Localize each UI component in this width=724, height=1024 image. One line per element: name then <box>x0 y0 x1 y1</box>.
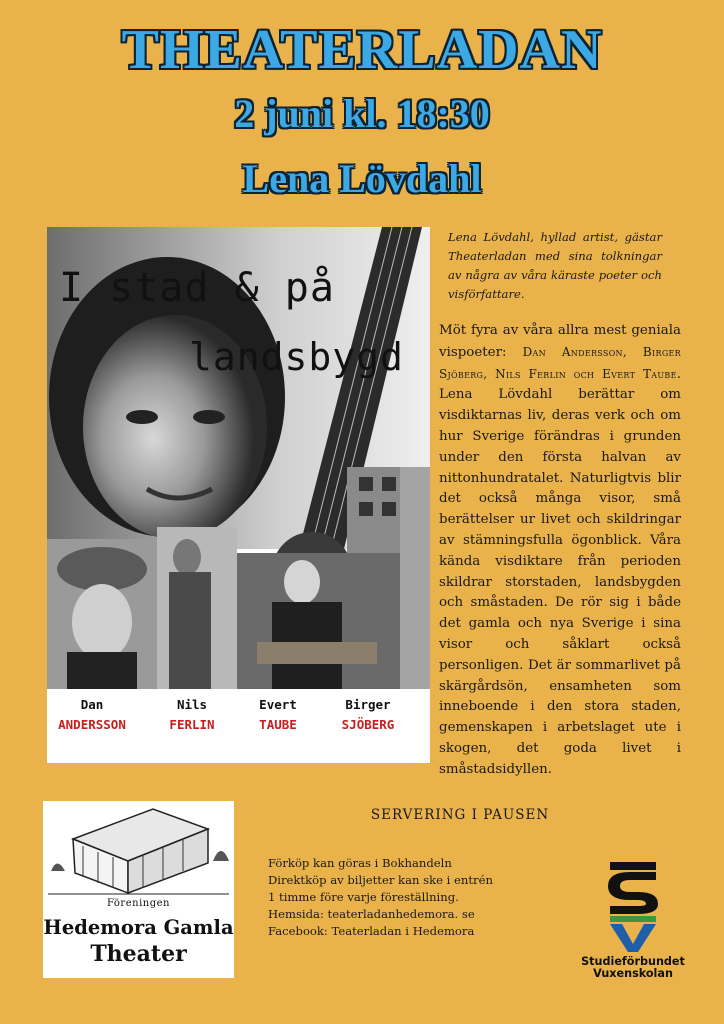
studieforbundet-vuxenskolan-logo <box>568 858 698 988</box>
poet-label <box>151 695 233 735</box>
hedemora-gamla-theater-logo <box>43 801 234 978</box>
body-main: . Lena Lövdahl berättar om visdiktarnas liv, deras verk och om hur Sverige förändras i grunden under den första halvan av nittonhundratalet. Naturligtvis blir det också många visor, små berättelser ur livet och skildringar av stämningsfulla ögonblick. Våra kända visdiktare från perioden skildrar storstaden, landsbygden och småstaden. De rör sig i både det gamla och nya Sverige i sina visor och såklart också personligen. Det är sommarlivet på skärgårdsön, ensamheten som inneboende i den stora staden, gemenskapen i arbetslaget ute i skogen, det goda livet i småstadsidyllen. <box>439 366 681 777</box>
info-line: Förköp kan göras i Bokhandeln <box>268 856 452 870</box>
page-title: THEATERLADAN <box>121 19 603 81</box>
poet-label <box>237 695 319 735</box>
poster-title-line2: landsbygd <box>189 335 404 379</box>
info-line: Direktköp av biljetter kan ske i entrén <box>268 873 493 887</box>
barn-logo-line3: Theater <box>90 941 187 967</box>
serving-notice: SERVERING I PAUSEN <box>370 807 550 823</box>
poet-last-name: TAUBE <box>259 717 297 732</box>
poet-last-name: SJÖBERG <box>341 717 395 732</box>
body-poet-names: Dan Andersson, Birger Sjöberg, Nils Ferlin och Evert Taube <box>439 344 681 381</box>
body-text <box>439 321 681 781</box>
info-line: 1 timme före varje föreställning. <box>268 890 459 904</box>
poet-first-name: Evert <box>259 697 297 712</box>
poet-last-name: FERLIN <box>169 717 215 732</box>
body-lead: Möt fyra av våra allra mest geniala vispoeter: <box>439 323 681 360</box>
sv-mark-icon <box>568 858 698 954</box>
poet-label <box>51 695 133 735</box>
poet-first-name: Dan <box>80 697 104 712</box>
poet-first-name: Nils <box>176 697 208 712</box>
poster-title-line1: I stad & på <box>59 265 335 311</box>
info-line: Hemsida: teaterladanhedemora. se <box>268 907 475 921</box>
barn-logo-line1: Föreningen <box>107 898 170 909</box>
intro-text: Lena Lövdahl, hyllad artist, gästar Theaterladan med sina tolkningar av några av våra käraste poeter och visförfattare. <box>448 230 662 301</box>
barn-logo-line2: Hedemora Gamla <box>43 916 234 939</box>
poster-image <box>47 227 430 763</box>
event-date: 2 juni kl. 18:30 <box>234 91 490 136</box>
sv-logo-line1: Studieförbundet <box>581 955 685 968</box>
artist-name: Lena Lövdahl <box>242 156 482 201</box>
ticket-info <box>268 855 548 940</box>
poet-first-name: Birger <box>345 697 391 712</box>
sv-logo-line2: Vuxenskolan <box>593 967 673 980</box>
barn-drawing-icon <box>43 801 234 901</box>
poet-label <box>327 695 409 735</box>
info-line: Facebook: Teaterladan i Hedemora <box>268 924 475 938</box>
poet-last-name: ANDERSSON <box>58 717 126 732</box>
